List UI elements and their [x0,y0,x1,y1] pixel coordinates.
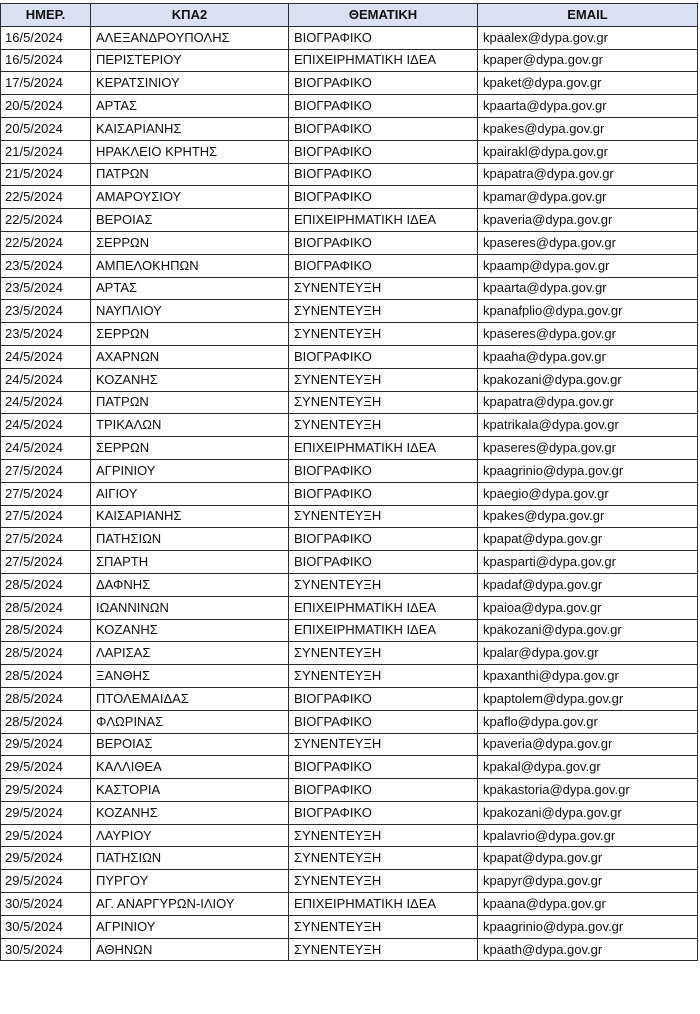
table-row [1,437,698,460]
table-row [1,801,698,824]
cell-email: kpaptolem@dypa.gov.gr [478,687,698,710]
header-topic: ΘΕΜΑΤΙΚΗ [289,4,478,27]
cell-email: kpaalex@dypa.gov.gr [478,26,698,49]
cell-date: 27/5/2024 [1,528,91,551]
cell-email: kpaana@dypa.gov.gr [478,893,698,916]
cell-topic: ΣΥΝΕΝΤΕΥΞΗ [289,733,478,756]
cell-email: kpaarta@dypa.gov.gr [478,277,698,300]
cell-date: 29/5/2024 [1,779,91,802]
cell-kpa2: ΚΑΙΣΑΡΙΑΝΗΣ [91,117,289,140]
header-kpa2: ΚΠΑ2 [91,4,289,27]
cell-kpa2: ΚΑΣΤΟΡΙΑ [91,779,289,802]
table-row [1,459,698,482]
cell-kpa2: ΑΛΕΞΑΝΔΡΟΥΠΟΛΗΣ [91,26,289,49]
table-row [1,619,698,642]
cell-date: 28/5/2024 [1,687,91,710]
header-row [1,4,698,27]
cell-kpa2: ΑΓΡΙΝΙΟΥ [91,459,289,482]
cell-topic: ΣΥΝΕΝΤΕΥΞΗ [289,665,478,688]
cell-email: kpaamp@dypa.gov.gr [478,254,698,277]
cell-date: 29/5/2024 [1,733,91,756]
cell-date: 23/5/2024 [1,277,91,300]
header-email: EMAIL [478,4,698,27]
cell-date: 28/5/2024 [1,573,91,596]
cell-topic: ΣΥΝΕΝΤΕΥΞΗ [289,915,478,938]
cell-date: 27/5/2024 [1,482,91,505]
cell-email: kpaarta@dypa.gov.gr [478,95,698,118]
table-row [1,733,698,756]
cell-kpa2: ΒΕΡΟΙΑΣ [91,733,289,756]
table-row [1,687,698,710]
cell-date: 20/5/2024 [1,117,91,140]
table-row [1,277,698,300]
header-date: ΗΜΕΡ. [1,4,91,27]
cell-kpa2: ΑΧΑΡΝΩΝ [91,345,289,368]
cell-date: 23/5/2024 [1,323,91,346]
cell-topic: ΒΙΟΓΡΑΦΙΚΟ [289,687,478,710]
table-row [1,938,698,961]
cell-email: kpalavrio@dypa.gov.gr [478,824,698,847]
cell-email: kpatrikala@dypa.gov.gr [478,414,698,437]
table-row [1,779,698,802]
cell-date: 24/5/2024 [1,391,91,414]
cell-date: 23/5/2024 [1,300,91,323]
cell-date: 16/5/2024 [1,49,91,72]
cell-kpa2: ΣΕΡΡΩΝ [91,323,289,346]
cell-date: 28/5/2024 [1,642,91,665]
cell-date: 21/5/2024 [1,140,91,163]
cell-topic: ΒΙΟΓΡΑΦΙΚΟ [289,756,478,779]
schedule-table-container [0,3,700,961]
cell-kpa2: ΚΕΡΑΤΣΙΝΙΟΥ [91,72,289,95]
cell-date: 22/5/2024 [1,186,91,209]
cell-email: kpakal@dypa.gov.gr [478,756,698,779]
cell-date: 24/5/2024 [1,437,91,460]
table-row [1,551,698,574]
cell-email: kpaegio@dypa.gov.gr [478,482,698,505]
table-row [1,26,698,49]
cell-topic: ΒΙΟΓΡΑΦΙΚΟ [289,710,478,733]
cell-kpa2: ΤΡΙΚΑΛΩΝ [91,414,289,437]
cell-topic: ΒΙΟΓΡΑΦΙΚΟ [289,551,478,574]
cell-topic: ΒΙΟΓΡΑΦΙΚΟ [289,95,478,118]
cell-topic: ΣΥΝΕΝΤΕΥΞΗ [289,642,478,665]
cell-kpa2: ΞΑΝΘΗΣ [91,665,289,688]
table-row [1,642,698,665]
cell-kpa2: ΑΜΑΡΟΥΣΙΟΥ [91,186,289,209]
cell-kpa2: ΣΠΑΡΤΗ [91,551,289,574]
cell-date: 24/5/2024 [1,368,91,391]
table-row [1,528,698,551]
table-row [1,254,698,277]
cell-kpa2: ΣΕΡΡΩΝ [91,231,289,254]
table-row [1,391,698,414]
cell-topic: ΒΙΟΓΡΑΦΙΚΟ [289,72,478,95]
cell-kpa2: ΛΑΡΙΣΑΣ [91,642,289,665]
table-row [1,915,698,938]
cell-kpa2: ΚΟΖΑΝΗΣ [91,801,289,824]
table-row [1,209,698,232]
cell-topic: ΣΥΝΕΝΤΕΥΞΗ [289,847,478,870]
cell-email: kpaseres@dypa.gov.gr [478,323,698,346]
cell-topic: ΣΥΝΕΝΤΕΥΞΗ [289,391,478,414]
table-row [1,140,698,163]
cell-date: 16/5/2024 [1,26,91,49]
cell-topic: ΒΙΟΓΡΑΦΙΚΟ [289,117,478,140]
cell-topic: ΣΥΝΕΝΤΕΥΞΗ [289,323,478,346]
cell-date: 29/5/2024 [1,824,91,847]
cell-topic: ΣΥΝΕΝΤΕΥΞΗ [289,824,478,847]
cell-email: kpaper@dypa.gov.gr [478,49,698,72]
cell-topic: ΒΙΟΓΡΑΦΙΚΟ [289,231,478,254]
table-row [1,163,698,186]
table-row [1,300,698,323]
cell-kpa2: ΙΩΑΝΝΙΝΩΝ [91,596,289,619]
cell-email: kpapatra@dypa.gov.gr [478,391,698,414]
cell-kpa2: ΦΛΩΡΙΝΑΣ [91,710,289,733]
cell-kpa2: ΠΕΡΙΣΤΕΡΙΟΥ [91,49,289,72]
cell-kpa2: ΑΡΤΑΣ [91,95,289,118]
table-row [1,117,698,140]
cell-email: kpaseres@dypa.gov.gr [478,437,698,460]
cell-date: 27/5/2024 [1,551,91,574]
cell-topic: ΣΥΝΕΝΤΕΥΞΗ [289,573,478,596]
cell-email: kpakastoria@dypa.gov.gr [478,779,698,802]
cell-topic: ΒΙΟΓΡΑΦΙΚΟ [289,186,478,209]
cell-date: 27/5/2024 [1,505,91,528]
cell-kpa2: ΑΡΤΑΣ [91,277,289,300]
cell-date: 28/5/2024 [1,619,91,642]
table-row [1,893,698,916]
cell-topic: ΒΙΟΓΡΑΦΙΚΟ [289,801,478,824]
cell-kpa2: ΠΑΤΗΣΙΩΝ [91,847,289,870]
cell-date: 28/5/2024 [1,596,91,619]
cell-kpa2: ΠΑΤΡΩΝ [91,163,289,186]
cell-email: kpakes@dypa.gov.gr [478,505,698,528]
cell-email: kpalar@dypa.gov.gr [478,642,698,665]
cell-email: kpairakl@dypa.gov.gr [478,140,698,163]
cell-topic: ΒΙΟΓΡΑΦΙΚΟ [289,459,478,482]
table-row [1,870,698,893]
cell-email: kpaseres@dypa.gov.gr [478,231,698,254]
cell-kpa2: ΝΑΥΠΛΙΟΥ [91,300,289,323]
cell-date: 24/5/2024 [1,345,91,368]
cell-topic: ΒΙΟΓΡΑΦΙΚΟ [289,345,478,368]
cell-topic: ΒΙΟΓΡΑΦΙΚΟ [289,26,478,49]
table-row [1,414,698,437]
cell-email: kpasparti@dypa.gov.gr [478,551,698,574]
cell-topic: ΒΙΟΓΡΑΦΙΚΟ [289,482,478,505]
cell-kpa2: ΠΤΟΛΕΜΑΙΔΑΣ [91,687,289,710]
cell-kpa2: ΠΥΡΓΟΥ [91,870,289,893]
cell-date: 28/5/2024 [1,665,91,688]
cell-email: kpakes@dypa.gov.gr [478,117,698,140]
cell-topic: ΕΠΙΧΕΙΡΗΜΑΤΙΚΗ ΙΔΕΑ [289,437,478,460]
cell-topic: ΣΥΝΕΝΤΕΥΞΗ [289,938,478,961]
cell-date: 29/5/2024 [1,870,91,893]
table-row [1,482,698,505]
cell-kpa2: ΣΕΡΡΩΝ [91,437,289,460]
table-row [1,345,698,368]
cell-date: 30/5/2024 [1,893,91,916]
cell-date: 20/5/2024 [1,95,91,118]
cell-kpa2: ΑΓ. ΑΝΑΡΓΥΡΩΝ-ΙΛΙΟΥ [91,893,289,916]
table-row [1,323,698,346]
cell-email: kpaxanthi@dypa.gov.gr [478,665,698,688]
cell-kpa2: ΔΑΦΝΗΣ [91,573,289,596]
cell-date: 29/5/2024 [1,756,91,779]
cell-kpa2: ΚΟΖΑΝΗΣ [91,368,289,391]
cell-date: 17/5/2024 [1,72,91,95]
cell-topic: ΕΠΙΧΕΙΡΗΜΑΤΙΚΗ ΙΔΕΑ [289,209,478,232]
cell-email: kpaveria@dypa.gov.gr [478,209,698,232]
table-row [1,847,698,870]
cell-topic: ΣΥΝΕΝΤΕΥΞΗ [289,505,478,528]
cell-date: 29/5/2024 [1,847,91,870]
cell-kpa2: ΒΕΡΟΙΑΣ [91,209,289,232]
cell-kpa2: ΠΑΤΡΩΝ [91,391,289,414]
cell-email: kpaioa@dypa.gov.gr [478,596,698,619]
cell-date: 27/5/2024 [1,459,91,482]
cell-topic: ΣΥΝΕΝΤΕΥΞΗ [289,414,478,437]
cell-kpa2: ΑΓΡΙΝΙΟΥ [91,915,289,938]
cell-kpa2: ΛΑΥΡΙΟΥ [91,824,289,847]
table-row [1,665,698,688]
cell-topic: ΒΙΟΓΡΑΦΙΚΟ [289,779,478,802]
table-row [1,368,698,391]
schedule-table [0,3,698,961]
cell-date: 28/5/2024 [1,710,91,733]
cell-kpa2: ΠΑΤΗΣΙΩΝ [91,528,289,551]
cell-topic: ΣΥΝΕΝΤΕΥΞΗ [289,300,478,323]
table-row [1,573,698,596]
cell-kpa2: ΚΑΙΣΑΡΙΑΝΗΣ [91,505,289,528]
cell-kpa2: ΑΜΠΕΛΟΚΗΠΩΝ [91,254,289,277]
cell-date: 24/5/2024 [1,414,91,437]
cell-email: kpaflo@dypa.gov.gr [478,710,698,733]
cell-topic: ΕΠΙΧΕΙΡΗΜΑΤΙΚΗ ΙΔΕΑ [289,893,478,916]
cell-date: 23/5/2024 [1,254,91,277]
cell-date: 29/5/2024 [1,801,91,824]
cell-kpa2: ΑΘΗΝΩΝ [91,938,289,961]
cell-kpa2: ΑΙΓΙΟΥ [91,482,289,505]
cell-email: kpaagrinio@dypa.gov.gr [478,915,698,938]
cell-email: kpakozani@dypa.gov.gr [478,801,698,824]
table-header [1,4,698,27]
cell-topic: ΕΠΙΧΕΙΡΗΜΑΤΙΚΗ ΙΔΕΑ [289,619,478,642]
table-row [1,756,698,779]
table-row [1,505,698,528]
cell-email: kpaveria@dypa.gov.gr [478,733,698,756]
cell-kpa2: ΚΑΛΛΙΘΕΑ [91,756,289,779]
cell-topic: ΕΠΙΧΕΙΡΗΜΑΤΙΚΗ ΙΔΕΑ [289,596,478,619]
cell-date: 22/5/2024 [1,209,91,232]
cell-email: kpaagrinio@dypa.gov.gr [478,459,698,482]
cell-email: kpakozani@dypa.gov.gr [478,619,698,642]
cell-email: kpapyr@dypa.gov.gr [478,870,698,893]
table-row [1,824,698,847]
cell-email: kpamar@dypa.gov.gr [478,186,698,209]
cell-email: kpapatra@dypa.gov.gr [478,163,698,186]
cell-email: kpaaha@dypa.gov.gr [478,345,698,368]
cell-kpa2: ΚΟΖΑΝΗΣ [91,619,289,642]
table-row [1,72,698,95]
table-body [1,26,698,961]
cell-topic: ΒΙΟΓΡΑΦΙΚΟ [289,528,478,551]
cell-email: kpapat@dypa.gov.gr [478,528,698,551]
cell-date: 30/5/2024 [1,915,91,938]
table-row [1,186,698,209]
cell-topic: ΒΙΟΓΡΑΦΙΚΟ [289,140,478,163]
cell-topic: ΒΙΟΓΡΑΦΙΚΟ [289,254,478,277]
cell-email: kpaket@dypa.gov.gr [478,72,698,95]
table-row [1,49,698,72]
cell-email: kpanafplio@dypa.gov.gr [478,300,698,323]
cell-email: kpapat@dypa.gov.gr [478,847,698,870]
table-row [1,231,698,254]
table-row [1,710,698,733]
cell-kpa2: ΗΡΑΚΛΕΙΟ ΚΡΗΤΗΣ [91,140,289,163]
cell-date: 30/5/2024 [1,938,91,961]
table-row [1,596,698,619]
cell-date: 21/5/2024 [1,163,91,186]
cell-topic: ΣΥΝΕΝΤΕΥΞΗ [289,277,478,300]
table-row [1,95,698,118]
cell-date: 22/5/2024 [1,231,91,254]
cell-topic: ΣΥΝΕΝΤΕΥΞΗ [289,368,478,391]
cell-email: kpadaf@dypa.gov.gr [478,573,698,596]
cell-email: kpaath@dypa.gov.gr [478,938,698,961]
cell-topic: ΣΥΝΕΝΤΕΥΞΗ [289,870,478,893]
cell-email: kpakozani@dypa.gov.gr [478,368,698,391]
cell-topic: ΕΠΙΧΕΙΡΗΜΑΤΙΚΗ ΙΔΕΑ [289,49,478,72]
cell-topic: ΒΙΟΓΡΑΦΙΚΟ [289,163,478,186]
